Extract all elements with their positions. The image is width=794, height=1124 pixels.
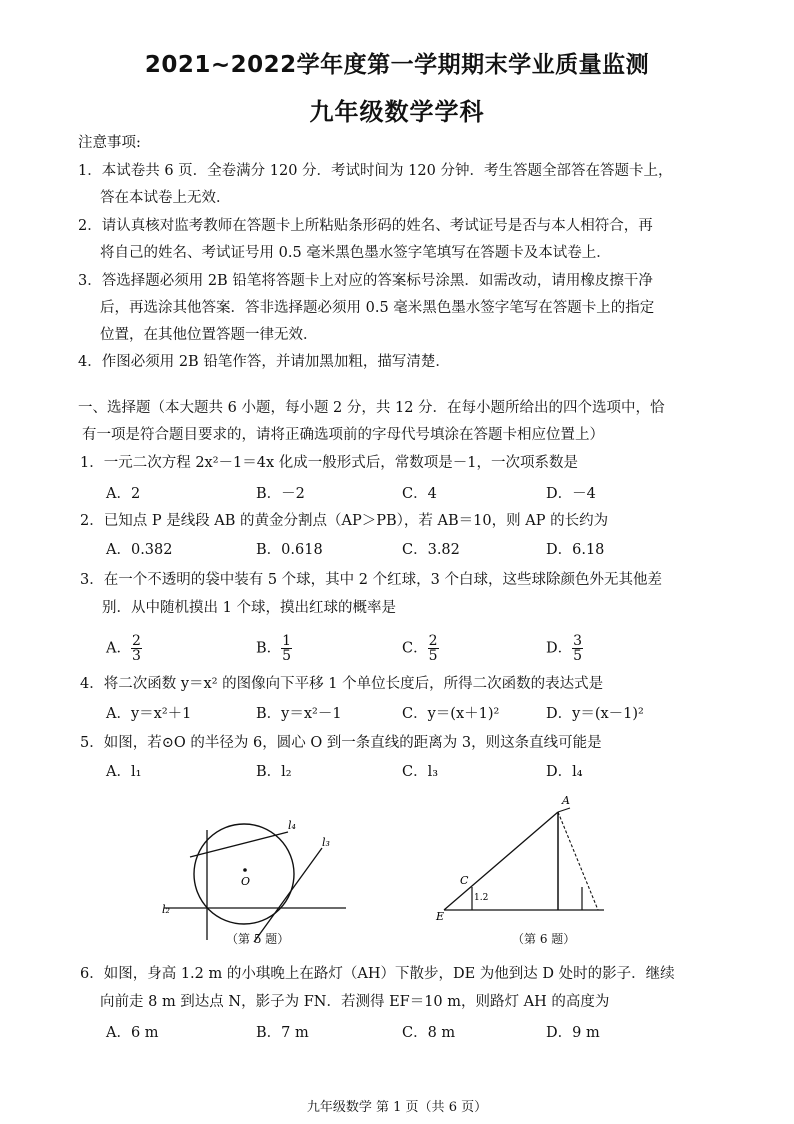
note-line: 后，再选涂其他答案．答非选择题必须用 0.5 毫米黑色墨水签字笔写在答题卡上的指定 [100, 300, 655, 316]
fraction: $\frac{3}{5}$ [573, 633, 583, 664]
note-line: 答在本试卷上无效． [100, 190, 231, 206]
note-line: 2．请认真核对监考教师在答题卡上所粘贴条形码的姓名、考试证号是否与本人相符合，再 [78, 218, 653, 234]
option-c: C． $\frac{2}{5}$ [402, 633, 438, 664]
option-d: D．－4 [546, 486, 596, 502]
light-ray-dashed [558, 812, 598, 910]
option-c: C．y＝(x＋1)² [402, 706, 500, 722]
section-instruction: 有一项是符合题目要求的，请将正确选项前的字母代号填涂在答题卡相应位置上） [82, 427, 604, 443]
option-d: D．9 m [546, 1025, 600, 1041]
option-b: B．0.618 [256, 542, 323, 558]
figure-6-diagram [434, 792, 614, 922]
option-b: B．l₂ [256, 764, 292, 780]
option-c: C．4 [402, 486, 437, 502]
question-3-stem: 3．在一个不透明的袋中装有 5 个球，其中 2 个红球，3 个白球，这些球除颜色外无其他差 [80, 572, 662, 588]
label-c: C [460, 874, 469, 887]
option-a: A．y＝x²＋1 [106, 706, 192, 722]
line-l4 [190, 832, 288, 857]
question-1-stem: 1．一元二次方程 2x²－1＝4x 化成一般形式后，常数项是－1，一次项系数是 [80, 455, 579, 471]
note-line: 位置，在其他位置答题一律无效． [100, 327, 318, 343]
label-l4: l₄ [288, 819, 296, 832]
option-b: B．7 m [256, 1025, 309, 1041]
fraction: $\frac{1}{5}$ [282, 633, 292, 664]
option-d: D．6.18 [546, 542, 605, 558]
figure-6-caption: （第 6 题） [512, 932, 576, 946]
note-line: 4．作图必须用 2B 铅笔作答，并请加黑加粗，描写清楚． [78, 354, 450, 370]
option-c: C．l₃ [402, 764, 439, 780]
label-l3: l₃ [322, 836, 330, 849]
lamp-head [558, 808, 570, 812]
option-d: D． $\frac{3}{5}$ [546, 633, 583, 664]
option-a: A．l₁ [106, 764, 142, 780]
label-o: O [241, 875, 251, 888]
option-c: C．3.82 [402, 542, 460, 558]
question-6-stem: 向前走 8 m 到达点 N，影子为 FN．若测得 EF＝10 m，则路灯 AH 的高度为 [100, 994, 610, 1010]
question-6-stem: 6．如图，身高 1.2 m 的小琪晚上在路灯（AH）下散步，DE 为他到达 D 处时的影子．继续 [80, 966, 675, 982]
label-a: A [562, 794, 570, 807]
figure-5-caption: （第 5 题） [226, 932, 290, 946]
option-a: A．6 m [106, 1025, 159, 1041]
option-a: A．2 [106, 486, 141, 502]
option-a: A． $\frac{2}{3}$ [106, 633, 141, 664]
option-d: D．l₄ [546, 764, 583, 780]
option-b: B． $\frac{1}{5}$ [256, 633, 292, 664]
option-d: D．y＝(x－1)² [546, 706, 644, 722]
light-ray [444, 812, 558, 910]
question-2-stem: 2．已知点 P 是线段 AB 的黄金分割点（AP＞PB），若 AB＝10，则 AP 的长约为 [80, 513, 609, 529]
note-line: 3．答选择题必须用 2B 铅笔将答题卡上对应的答案标号涂黑．如需改动，请用橡皮擦干净 [78, 273, 653, 289]
fraction: $\frac{2}{5}$ [428, 633, 438, 664]
note-line: 1．本试卷共 6 页．全卷满分 120 分．考试时间为 120 分钟．考生答题全部答在答题卡上， [78, 163, 673, 179]
label-l2: l₂ [162, 903, 170, 916]
notes-heading: 注意事项: [78, 135, 141, 151]
page-footer: 九年级数学 第 1 页（共 6 页） [306, 1100, 488, 1115]
option-b: B．－2 [256, 486, 305, 502]
question-5-stem: 5．如图，若⊙O 的半径为 6，圆心 O 到一条直线的距离为 3，则这条直线可能是 [80, 735, 602, 751]
section-heading: 一、选择题（本大题共 6 小题，每小题 2 分，共 12 分．在每小题所给出的四个选项中，恰 [78, 400, 665, 416]
circle-o [194, 824, 294, 924]
exam-title: 2021~2022学年度第一学期期末学业质量监测 [144, 52, 650, 78]
center-point [243, 868, 247, 872]
option-a: A．0.382 [106, 542, 173, 558]
fraction: $\frac{2}{3}$ [131, 633, 141, 664]
option-b: B．y＝x²－1 [256, 706, 342, 722]
line-l3 [254, 848, 322, 942]
note-line: 将自己的姓名、考试证号用 0.5 毫米黑色墨水签字笔填写在答题卡及本试卷上． [100, 245, 611, 261]
question-4-stem: 4．将二次函数 y＝x² 的图像向下平移 1 个单位长度后，所得二次函数的表达式是 [80, 676, 604, 692]
question-3-stem: 别．从中随机摸出 1 个球，摸出红球的概率是 [102, 600, 396, 616]
exam-subject: 九年级数学学科 [309, 98, 485, 126]
label-e: E [436, 910, 445, 922]
label-height: 1.2 [474, 893, 489, 903]
option-c: C．8 m [402, 1025, 456, 1041]
